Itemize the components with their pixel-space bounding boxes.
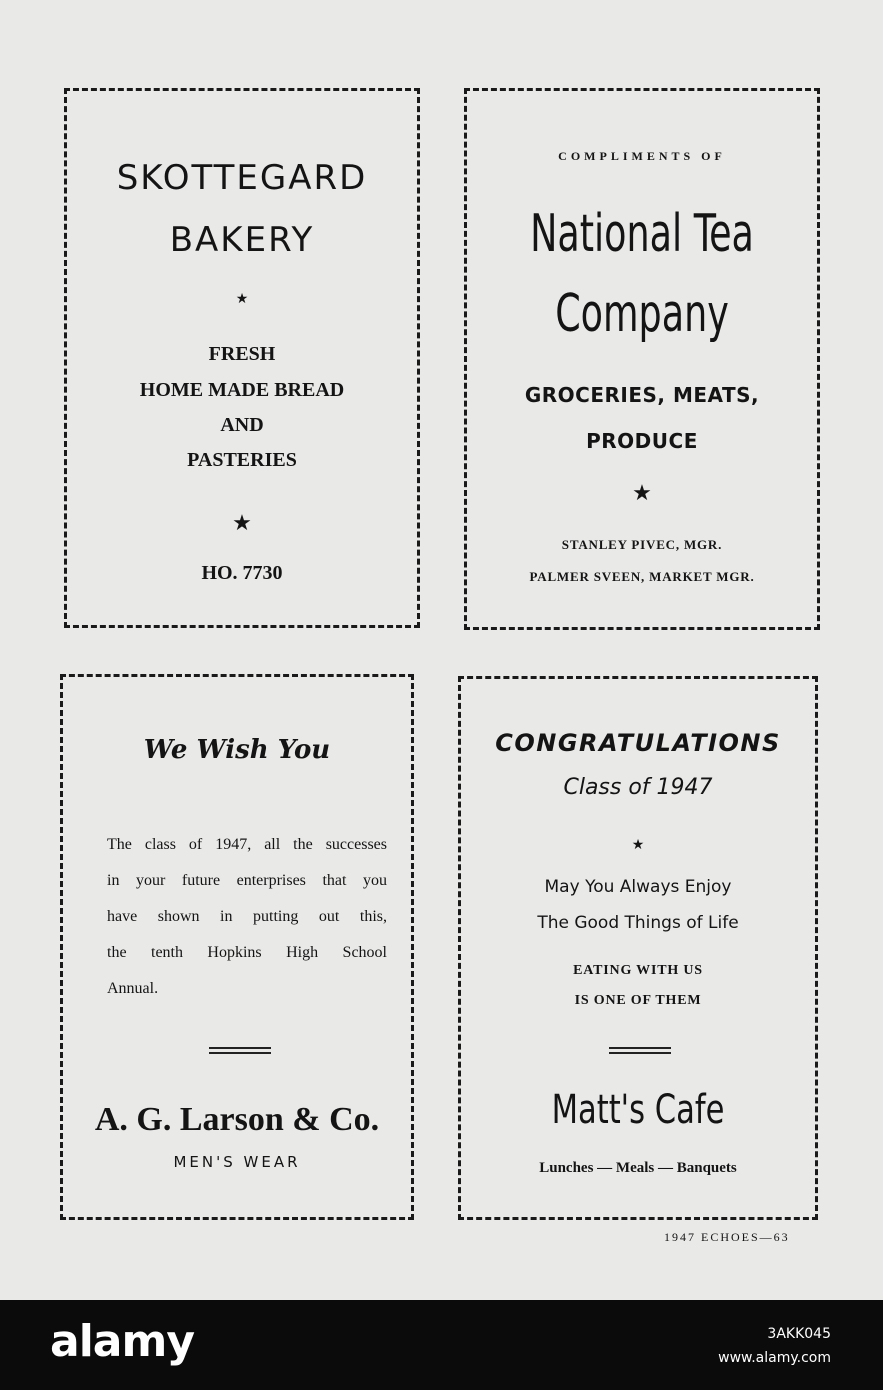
star-icon: ★ <box>631 837 645 853</box>
class-of-1947: Class of 1947 <box>563 775 713 800</box>
larson-body-line: in your future enterprises that you <box>107 872 387 889</box>
double-rule-divider <box>609 1047 671 1054</box>
stock-image-info <box>718 1322 831 1370</box>
bakery-ad <box>64 88 420 628</box>
enjoy-line1: May You Always Enjoy <box>544 877 732 897</box>
national-tea-name-line1: National Tea <box>530 204 754 264</box>
national-tea-ad <box>464 88 820 630</box>
larson-body-line: have shown in putting out this, <box>107 908 387 925</box>
congratulations: CONGRATULATIONS <box>495 729 781 757</box>
stock-url: www.alamy.com <box>718 1350 831 1366</box>
compliments-of: COMPLIMENTS OF <box>558 149 726 163</box>
bakery-line-4: PASTERIES <box>187 449 297 471</box>
stock-image-id: 3AKK045 <box>767 1326 831 1342</box>
we-wish-you: We Wish You <box>143 735 331 765</box>
bakery-name-line1: SKOTTEGARD <box>116 158 368 198</box>
larson-body-line: The class of 1947, all the successes <box>107 836 387 853</box>
larson-body-line: Annual. <box>107 980 159 997</box>
bakery-phone: HO. 7730 <box>201 562 283 584</box>
larson-body <box>107 827 387 1007</box>
star-icon: ★ <box>235 291 249 307</box>
bakery-line-1: FRESH <box>208 343 276 365</box>
larson-ad <box>60 674 414 1220</box>
alamy-logo: alamy <box>50 1316 194 1367</box>
manager-2: PALMER SVEEN, MARKET MGR. <box>529 569 755 584</box>
stock-photo-bar <box>0 1300 883 1390</box>
page-footer: 1947 ECHOES—63 <box>664 1230 790 1244</box>
enjoy-line2: The Good Things of Life <box>537 913 739 933</box>
larson-tagline: MEN'S WEAR <box>173 1153 301 1171</box>
manager-1: STANLEY PIVEC, MGR. <box>561 537 723 552</box>
goods-line1: GROCERIES, MEATS, <box>524 383 760 407</box>
bakery-line-3: AND <box>220 414 264 436</box>
star-icon: ★ <box>632 481 652 506</box>
matts-cafe-ad <box>458 676 818 1220</box>
double-rule-divider <box>209 1047 271 1054</box>
matts-cafe-name: Matt's Cafe <box>551 1087 725 1133</box>
larson-name: A. G. Larson & Co. <box>94 1101 380 1138</box>
star-icon: ★ <box>232 511 252 536</box>
bakery-line-2: HOME MADE BREAD <box>139 379 345 401</box>
bakery-name-line2: BAKERY <box>169 220 315 260</box>
eating-line1: EATING WITH US <box>573 963 703 978</box>
national-tea-name-line2: Company <box>555 284 729 344</box>
eating-line2: IS ONE OF THEM <box>574 993 702 1008</box>
goods-line2: PRODUCE <box>586 429 698 453</box>
larson-body-line: the tenth Hopkins High School <box>107 944 387 961</box>
matts-services: Lunches — Meals — Banquets <box>539 1160 737 1176</box>
